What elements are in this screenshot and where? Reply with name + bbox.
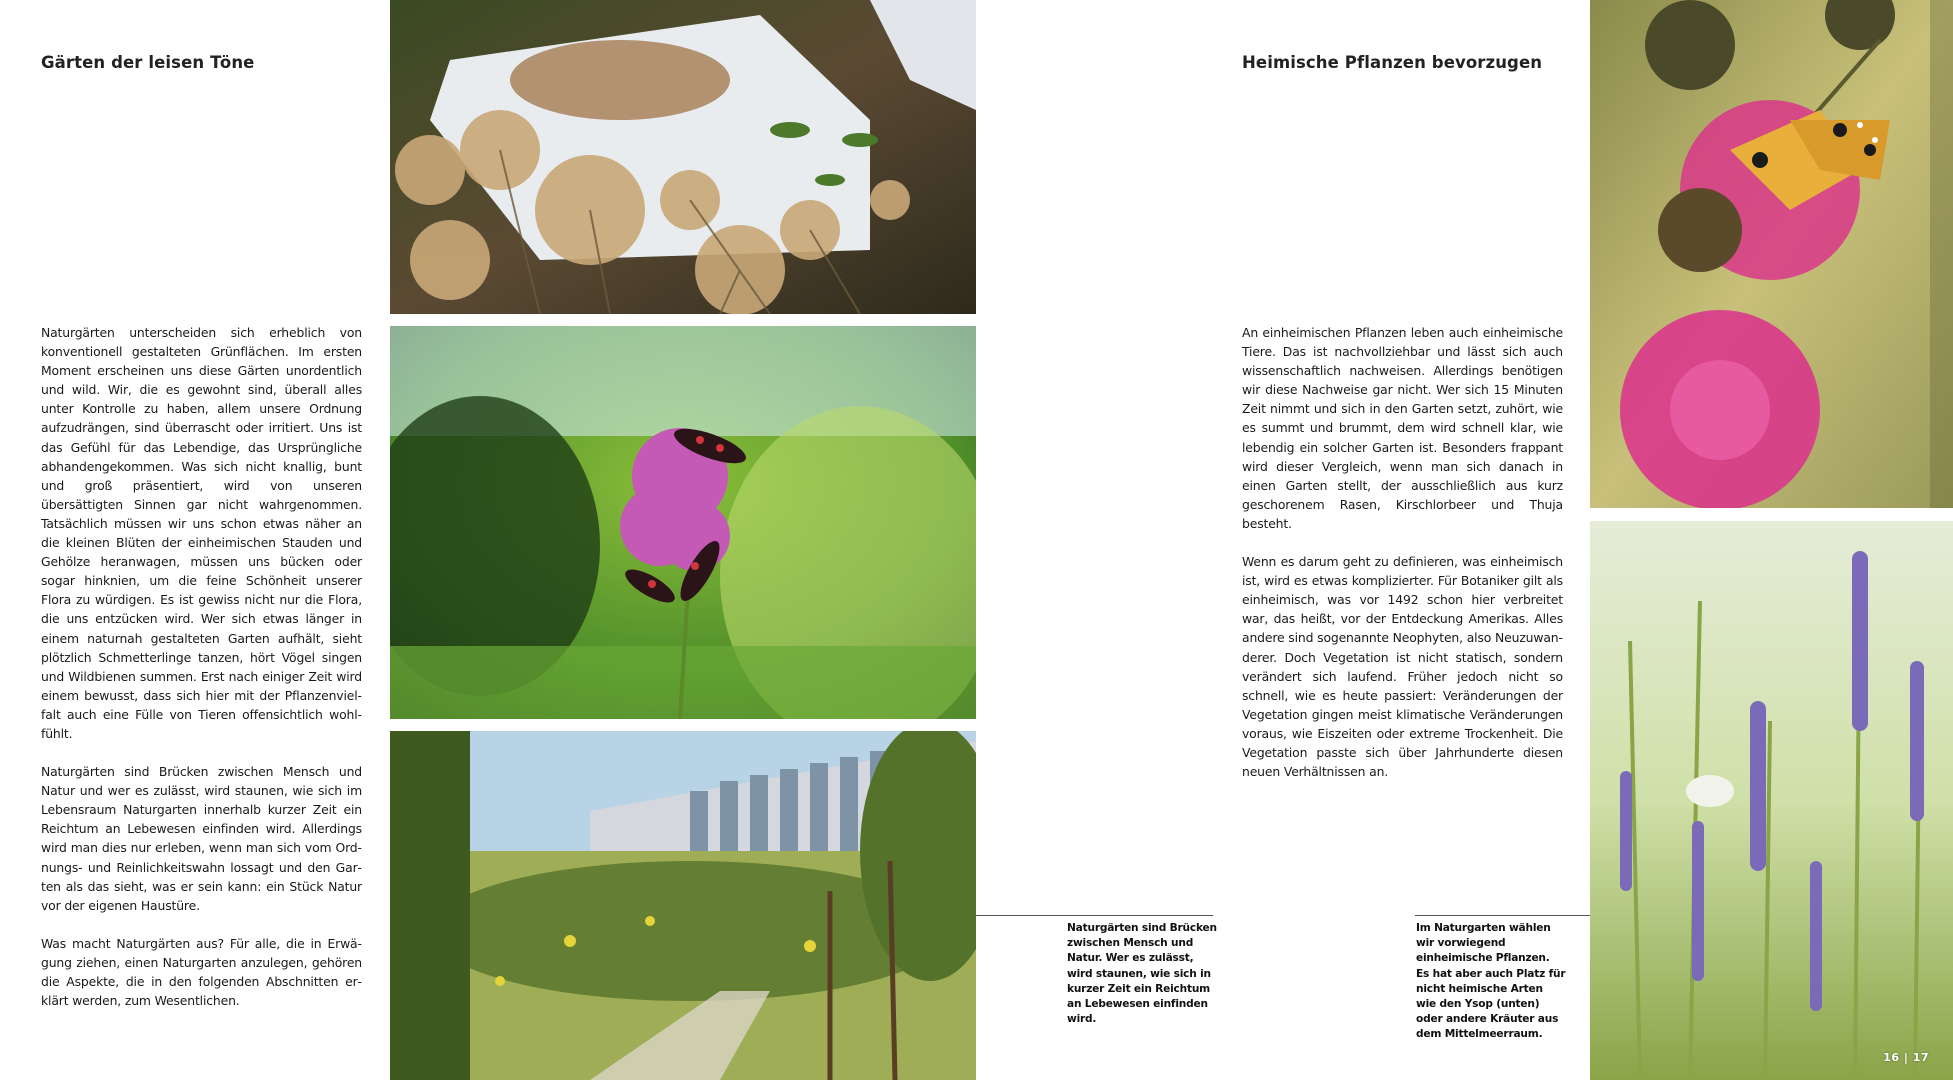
- left-page-body: [41, 323, 362, 1029]
- left-paragraph-3: Was macht Naturgärten aus? Für alle, die in Erwägung ziehen, einen Naturgarten anzulegen, gehören die Aspekte, die in den folgenden Abschnitten erklärt werden, zum Wesentlichen.: [41, 935, 362, 1009]
- left-page-heading: Gärten der leisen Töne: [41, 53, 255, 72]
- right-caption: Im Naturgarten wählen wir vorwiegend einheimische Pflanzen. Es hat aber auch Platz für nicht heimische Arten wie den Ysop (unten) oder andere Kräuter aus dem Mittelmeerraum.: [1416, 922, 1566, 1041]
- right-page-heading: Heimische Pflanzen bevorzugen: [1242, 53, 1543, 72]
- page-number: 16 | 17: [1883, 1051, 1929, 1064]
- photo-seedheads-table: [390, 0, 976, 314]
- photo-garden-glass-building: [390, 731, 976, 1080]
- photo-hyssop-flowers: [1590, 521, 1953, 1080]
- left-paragraph-1: Naturgärten unterscheiden sich erheblich von konventionell gestalteten Grünflächen. Im ersten Moment erscheinen uns diese Gärten unordentlich und wild. Wir, die es gewohnt sind, überall alles unter Kontrolle zu haben, allem unsere Ordnung aufzudrängen, sind überrascht oder irritiert. Uns ist das Gefühl für das Lebendige, das Ursprüngliche abhandengekommen. Was sich nicht knallig, bunt und groß präsentiert, wird von unseren übersättigten Sinnen gar nicht wahrgenommen. Tatsächlich müssen wir uns schon etwas näher an die kleinen Blüten der einheimischen Stauden und Gehölze heranwagen, müssen uns bücken oder sogar hinknien, um die feine Schönheit unserer Flora zu würdigen. Es ist gewiss nicht nur die Flora, die uns entzücken wird. Wer sich etwas länger in einem naturnah gestalteten Garten aufhält, sieht plötzlich Schmetterlinge tanzen, hört Vögel singen und Wildbienen summen. Erst nach einiger Zeit wird einem bewusst, dass sich hier mit der Pflanzenvielfalt auch eine Fülle von Tieren offensichtlich wohlfühlt.: [41, 325, 362, 741]
- right-page-body: [1242, 323, 1563, 800]
- right-caption-rule: [1415, 915, 1590, 916]
- right-paragraph-2: Wenn es darum geht zu definieren, was einheimisch ist, wird es etwas komplizierter. Für Botaniker gilt als einheimisch, was vor 1492 schon hier verbreitet war, das heißt, vor der Entdeckung Amerikas. Alles andere sind sogenannte Neophyten, also Neuzuwanderer. Doch Vegetation ist nicht statisch, sondern verändert sich laufend. Früher jedoch nicht so schnell, wie es heute passiert: Veränderungen der Vegetation gingen meist klimatische Veränderungen voraus, wie Eiszeiten oder extreme Trockenheit. Die Vegetation passte sich über Jahrhunderte diesen neuen Verhältnissen an.: [1242, 554, 1563, 780]
- photo-knapweed-moths: [390, 326, 976, 719]
- photo-butterfly-knapweed: [1590, 0, 1953, 508]
- right-paragraph-1: An einheimischen Pflanzen leben auch einheimische Tiere. Das ist nachvollziehbar und lässt sich auch wissenschaftlich nachweisen. Allerdings benötigen wir diese Nachweise gar nicht. Wer sich 15 Minuten Zeit nimmt und sich in den Garten setzt, zuhört, wie es summt und brummt, dem wird schnell klar, wie lebendig ein solcher Garten ist. Besonders frappant wird dieser Vergleich, wenn man sich danach in einen Garten stellt, der ausschließlich aus kurz geschorenem Rasen, Kirschlorbeer und Thuja besteht.: [1242, 325, 1563, 531]
- left-paragraph-2: Naturgärten sind Brücken zwischen Mensch und Natur und wer es zulässt, wird staunen, wie sich im Lebensraum Naturgarten innerhalb kurzer Zeit ein Reichtum an Lebewesen einfinden wird. Allerdings wird man dies nur erleben, wenn man sich vom Ordnungs- und Reinlichkeitswahn lossagt und den Garten als das sieht, was er sein kann: ein Stück Natur vor der eigenen Haustüre.: [41, 764, 362, 913]
- left-caption-rule: [976, 915, 1213, 916]
- left-caption: Naturgärten sind Brücken zwischen Mensch und Natur. Wer es zulässt, wird staunen, wie sich in kurzer Zeit ein Reichtum an Lebewesen einfinden wird.: [1067, 922, 1217, 1026]
